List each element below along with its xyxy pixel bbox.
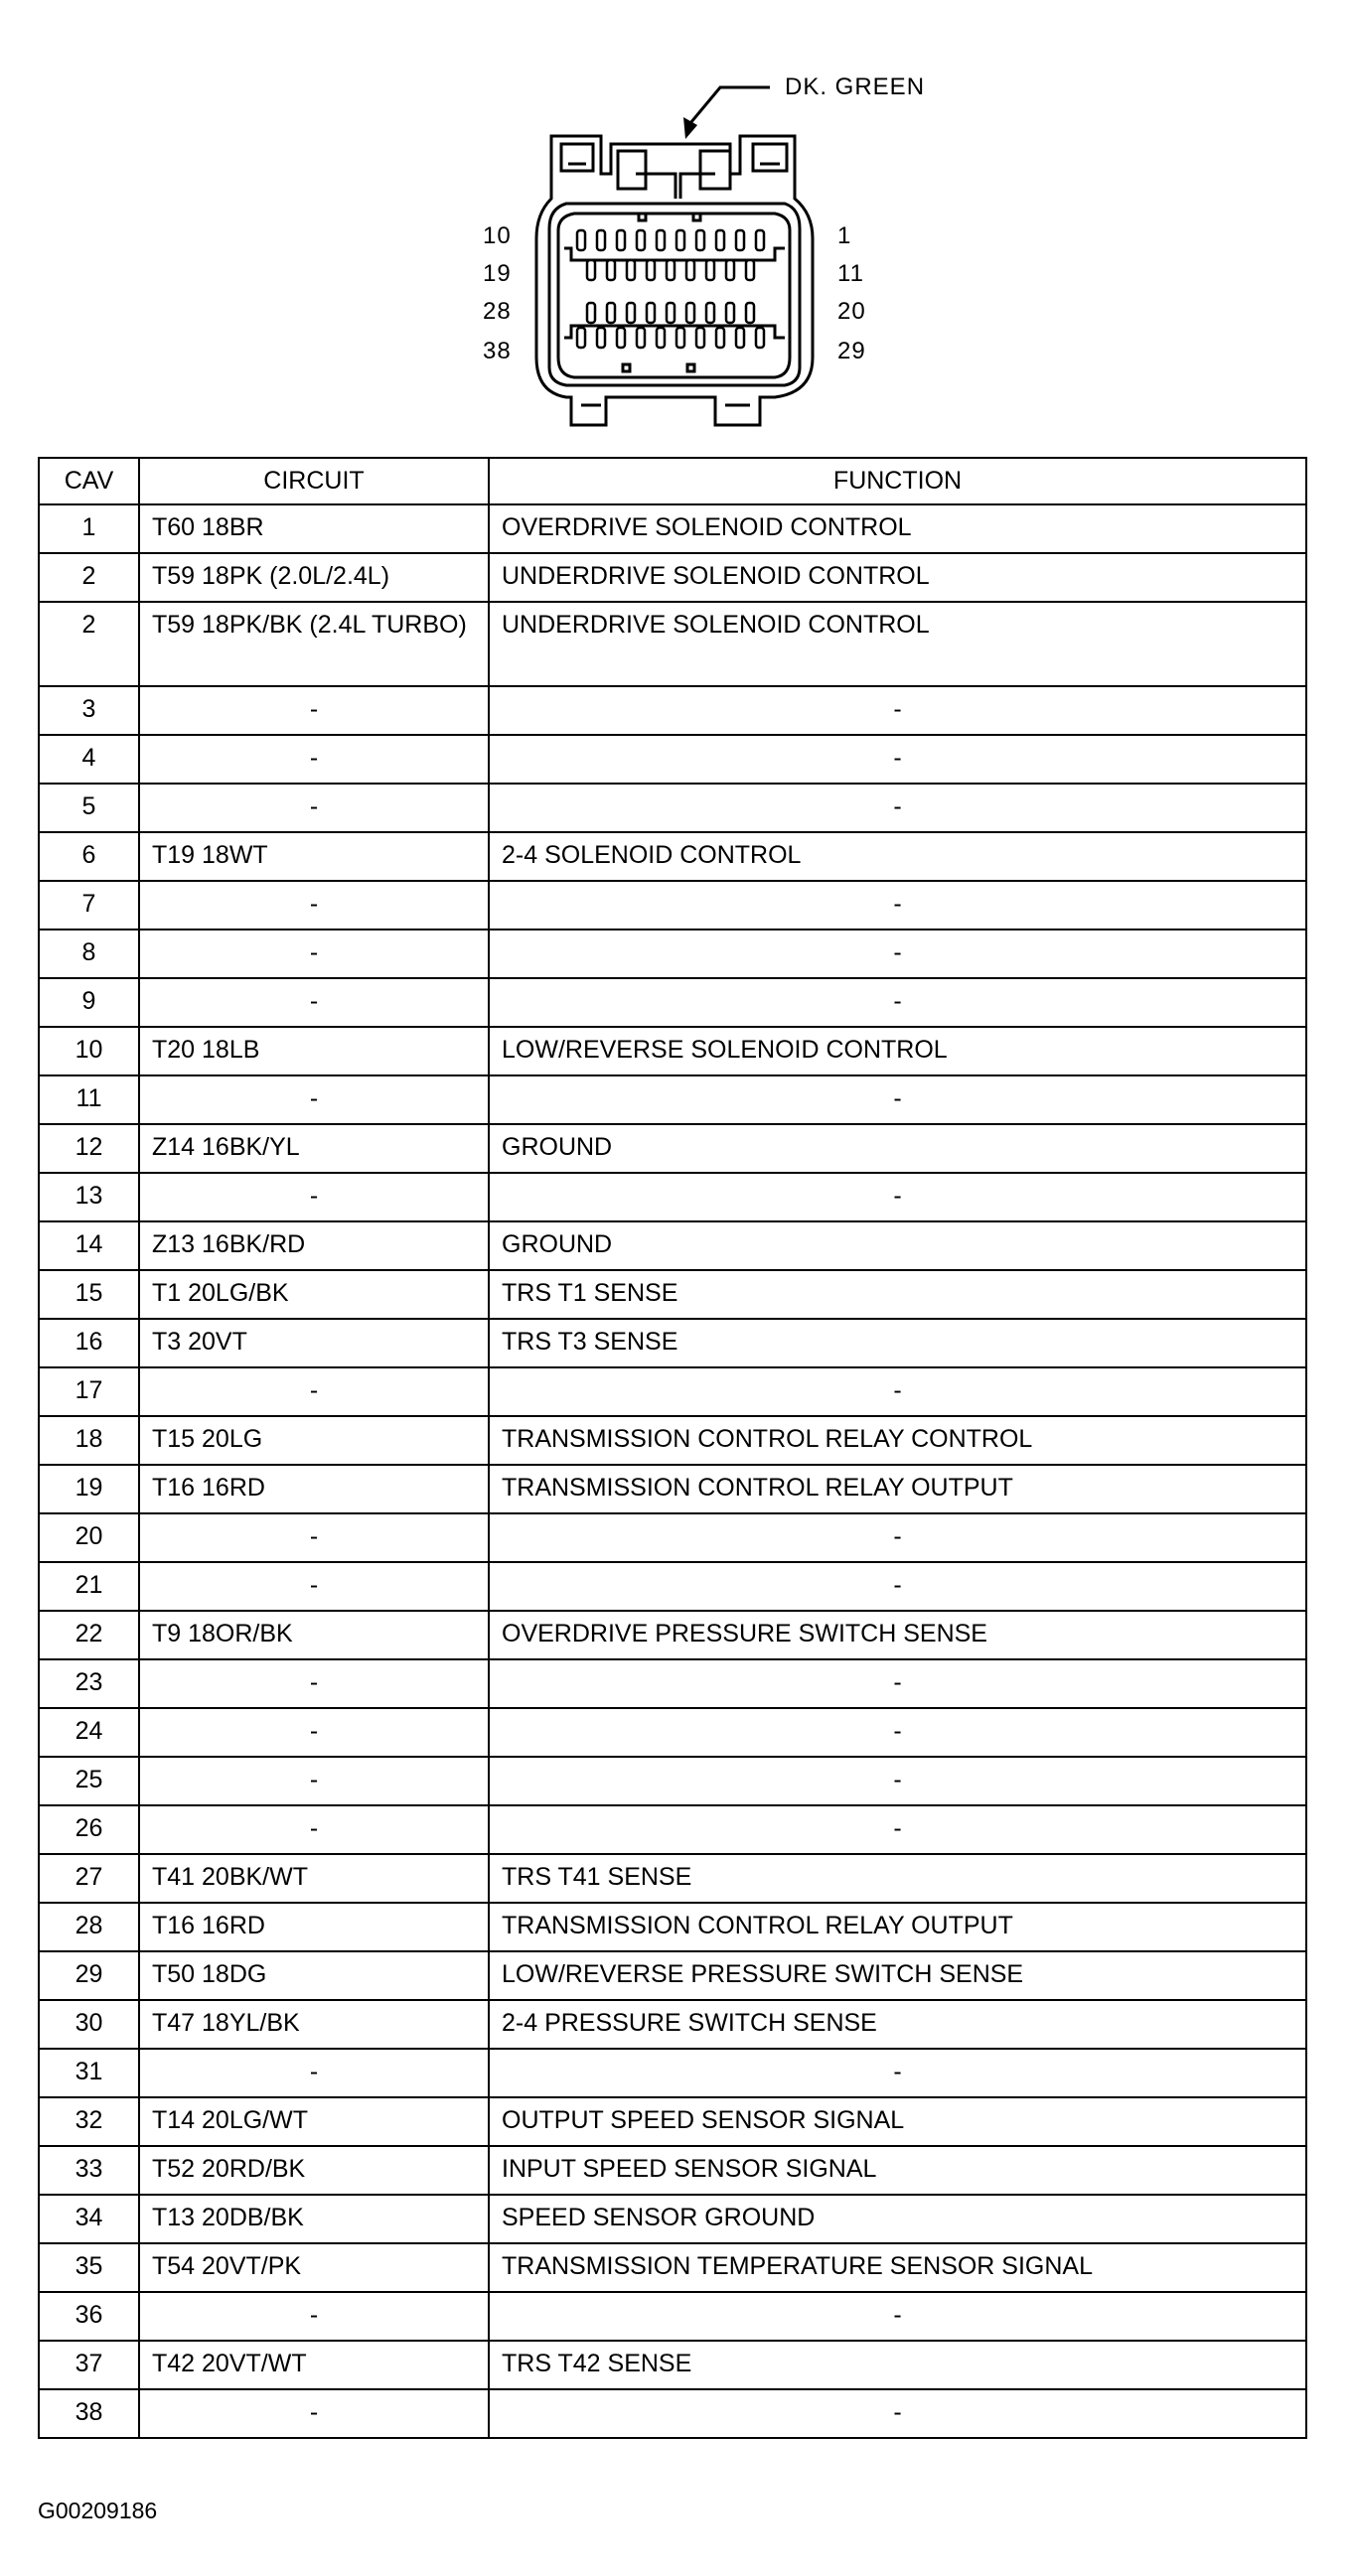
circuit-cell: - [139, 978, 489, 1027]
circuit-cell: - [139, 1075, 489, 1124]
cav-cell: 24 [39, 1708, 139, 1757]
circuit-cell: T59 18PK/BK (2.4L TURBO) [139, 602, 489, 686]
circuit-cell: - [139, 881, 489, 930]
terminal-pin-icon [667, 303, 675, 323]
leader-line [685, 87, 770, 129]
cav-cell: 14 [39, 1221, 139, 1270]
cav-cell: 22 [39, 1611, 139, 1659]
function-cell: - [489, 735, 1306, 784]
terminal-pin-icon [587, 303, 595, 323]
circuit-cell: - [139, 1367, 489, 1416]
function-cell: - [489, 784, 1306, 832]
cav-cell: 2 [39, 602, 139, 686]
function-cell: - [489, 2389, 1306, 2438]
terminal-pin-icon [716, 230, 724, 250]
table-row [39, 2389, 1306, 2438]
table-row [39, 1465, 1306, 1513]
cav-cell: 31 [39, 2049, 139, 2097]
terminal-pin-icon [736, 328, 744, 348]
table-row [39, 978, 1306, 1027]
circuit-cell: - [139, 784, 489, 832]
cav-cell: 13 [39, 1173, 139, 1221]
terminal-pin-icon [627, 303, 635, 323]
circuit-cell: - [139, 2389, 489, 2438]
cavity-number-right-2: 11 [837, 260, 864, 287]
circuit-cell: T9 18OR/BK [139, 1611, 489, 1659]
terminal-pin-icon [706, 260, 714, 280]
function-cell: - [489, 1075, 1306, 1124]
table-row [39, 1124, 1306, 1173]
terminal-pin-icon [756, 328, 764, 348]
function-cell: LOW/REVERSE PRESSURE SWITCH SENSE [489, 1951, 1306, 2000]
terminal-pin-icon [617, 328, 625, 348]
color-label: DK. GREEN [785, 73, 926, 100]
table-header-row [39, 458, 1306, 504]
table-row [39, 1416, 1306, 1465]
pinout-table [38, 457, 1307, 2439]
circuit-cell: - [139, 930, 489, 978]
cav-cell: 15 [39, 1270, 139, 1319]
terminal-pin-icon [676, 328, 684, 348]
function-cell: TRANSMISSION TEMPERATURE SENSOR SIGNAL [489, 2243, 1306, 2292]
cav-cell: 2 [39, 553, 139, 602]
cav-cell: 28 [39, 1903, 139, 1951]
table-row [39, 1708, 1306, 1757]
terminal-pin-icon [607, 260, 615, 280]
table-row [39, 2292, 1306, 2341]
cav-cell: 1 [39, 504, 139, 553]
cav-cell: 11 [39, 1075, 139, 1124]
circuit-cell: T15 20LG [139, 1416, 489, 1465]
function-cell: - [489, 930, 1306, 978]
cav-cell: 20 [39, 1513, 139, 1562]
cav-cell: 38 [39, 2389, 139, 2438]
function-cell: - [489, 2049, 1306, 2097]
function-cell: 2-4 SOLENOID CONTROL [489, 832, 1306, 881]
table-row [39, 1757, 1306, 1805]
function-cell: OUTPUT SPEED SENSOR SIGNAL [489, 2097, 1306, 2146]
cav-cell: 12 [39, 1124, 139, 1173]
table-row [39, 1075, 1306, 1124]
table-row [39, 1367, 1306, 1416]
terminal-pin-icon [706, 303, 714, 323]
function-cell: UNDERDRIVE SOLENOID CONTROL [489, 602, 1306, 686]
cavity-number-left-1: 10 [483, 222, 512, 249]
circuit-cell: T54 20VT/PK [139, 2243, 489, 2292]
table-row [39, 504, 1306, 553]
table-row [39, 553, 1306, 602]
table-row [39, 832, 1306, 881]
cav-cell: 36 [39, 2292, 139, 2341]
function-cell: TRANSMISSION CONTROL RELAY CONTROL [489, 1416, 1306, 1465]
function-cell: TRS T3 SENSE [489, 1319, 1306, 1367]
table-row [39, 2097, 1306, 2146]
function-cell: LOW/REVERSE SOLENOID CONTROL [489, 1027, 1306, 1075]
table-row [39, 784, 1306, 832]
circuit-cell: - [139, 2049, 489, 2097]
cav-cell: 16 [39, 1319, 139, 1367]
cavity-number-left-2: 19 [483, 260, 512, 287]
circuit-cell: T20 18LB [139, 1027, 489, 1075]
terminal-pin-icon [667, 260, 675, 280]
cav-cell: 25 [39, 1757, 139, 1805]
cav-cell: 21 [39, 1562, 139, 1611]
table-row [39, 1854, 1306, 1903]
cav-cell: 27 [39, 1854, 139, 1903]
terminal-pin-icon [746, 260, 754, 280]
function-cell: 2-4 PRESSURE SWITCH SENSE [489, 2000, 1306, 2049]
circuit-cell: - [139, 2292, 489, 2341]
cav-cell: 19 [39, 1465, 139, 1513]
circuit-cell: - [139, 1513, 489, 1562]
terminal-pin-icon [686, 260, 694, 280]
function-cell: GROUND [489, 1124, 1306, 1173]
cav-cell: 5 [39, 784, 139, 832]
table-row [39, 735, 1306, 784]
function-cell: - [489, 1367, 1306, 1416]
function-cell: SPEED SENSOR GROUND [489, 2195, 1306, 2243]
cav-cell: 6 [39, 832, 139, 881]
table-row [39, 1513, 1306, 1562]
function-cell: - [489, 2292, 1306, 2341]
cav-cell: 29 [39, 1951, 139, 2000]
cav-cell: 3 [39, 686, 139, 735]
header-function: FUNCTION [489, 458, 1306, 504]
header-cav: CAV [39, 458, 139, 504]
terminal-pin-icon [676, 230, 684, 250]
table-row [39, 2341, 1306, 2389]
arrow-head-icon [683, 117, 697, 139]
terminal-pin-icon [686, 303, 694, 323]
circuit-cell: T59 18PK (2.0L/2.4L) [139, 553, 489, 602]
circuit-cell: T13 20DB/BK [139, 2195, 489, 2243]
terminal-pin-icon [657, 230, 665, 250]
cav-cell: 4 [39, 735, 139, 784]
table-row [39, 1562, 1306, 1611]
function-cell: - [489, 1659, 1306, 1708]
terminal-pin-icon [637, 328, 645, 348]
cav-cell: 30 [39, 2000, 139, 2049]
function-cell: TRS T42 SENSE [489, 2341, 1306, 2389]
table-row [39, 881, 1306, 930]
cav-cell: 37 [39, 2341, 139, 2389]
terminal-pin-icon [637, 230, 645, 250]
table-row [39, 1951, 1306, 2000]
function-cell: TRANSMISSION CONTROL RELAY OUTPUT [489, 1465, 1306, 1513]
terminal-pin-icon [696, 230, 704, 250]
circuit-cell: T47 18YL/BK [139, 2000, 489, 2049]
header-circuit: CIRCUIT [139, 458, 489, 504]
table-row [39, 2146, 1306, 2195]
table-row [39, 1027, 1306, 1075]
cav-cell: 9 [39, 978, 139, 1027]
table-row [39, 686, 1306, 735]
circuit-cell: T16 16RD [139, 1903, 489, 1951]
function-cell: INPUT SPEED SENSOR SIGNAL [489, 2146, 1306, 2195]
function-cell: - [489, 1708, 1306, 1757]
table-row [39, 1611, 1306, 1659]
function-cell: - [489, 978, 1306, 1027]
table-row [39, 602, 1306, 686]
table-row [39, 1173, 1306, 1221]
terminal-pin-icon [597, 230, 605, 250]
terminal-pin-icon [756, 230, 764, 250]
table-row [39, 1805, 1306, 1854]
circuit-cell: T42 20VT/WT [139, 2341, 489, 2389]
terminal-pin-icon [627, 260, 635, 280]
function-cell: OVERDRIVE PRESSURE SWITCH SENSE [489, 1611, 1306, 1659]
function-cell: UNDERDRIVE SOLENOID CONTROL [489, 553, 1306, 602]
terminal-pin-icon [607, 303, 615, 323]
circuit-cell: T1 20LG/BK [139, 1270, 489, 1319]
table-row [39, 1270, 1306, 1319]
circuit-cell: T50 18DG [139, 1951, 489, 2000]
circuit-cell: T3 20VT [139, 1319, 489, 1367]
terminal-pin-icon [647, 303, 655, 323]
terminal-pin-icon [577, 230, 585, 250]
function-cell: - [489, 1562, 1306, 1611]
circuit-cell: - [139, 1708, 489, 1757]
circuit-cell: - [139, 1562, 489, 1611]
cav-cell: 7 [39, 881, 139, 930]
function-cell: TRS T1 SENSE [489, 1270, 1306, 1319]
function-cell: - [489, 1757, 1306, 1805]
circuit-cell: T16 16RD [139, 1465, 489, 1513]
cavity-number-right-4: 29 [837, 338, 866, 364]
table-row [39, 1319, 1306, 1367]
circuit-cell: - [139, 1659, 489, 1708]
circuit-cell: - [139, 1757, 489, 1805]
table-row [39, 2195, 1306, 2243]
terminal-pin-icon [617, 230, 625, 250]
circuit-cell: - [139, 735, 489, 784]
table-row [39, 2243, 1306, 2292]
cavity-number-right-3: 20 [837, 298, 866, 325]
cav-cell: 33 [39, 2146, 139, 2195]
cav-cell: 10 [39, 1027, 139, 1075]
circuit-cell: T60 18BR [139, 504, 489, 553]
table-row [39, 1221, 1306, 1270]
function-cell: - [489, 1513, 1306, 1562]
function-cell: OVERDRIVE SOLENOID CONTROL [489, 504, 1306, 553]
table-row [39, 930, 1306, 978]
function-cell: GROUND [489, 1221, 1306, 1270]
terminal-pin-icon [736, 230, 744, 250]
circuit-cell: - [139, 1805, 489, 1854]
cavity-number-left-4: 38 [483, 338, 512, 364]
terminal-pin-icon [726, 260, 734, 280]
circuit-cell: Z13 16BK/RD [139, 1221, 489, 1270]
terminal-pin-icon [587, 260, 595, 280]
terminal-pin-icon [577, 328, 585, 348]
function-cell: - [489, 686, 1306, 735]
table-row [39, 1903, 1306, 1951]
function-cell: TRANSMISSION CONTROL RELAY OUTPUT [489, 1903, 1306, 1951]
function-cell: TRS T41 SENSE [489, 1854, 1306, 1903]
cavity-number-left-3: 28 [483, 298, 512, 325]
function-cell: - [489, 1805, 1306, 1854]
cav-cell: 26 [39, 1805, 139, 1854]
cav-cell: 23 [39, 1659, 139, 1708]
terminal-pin-icon [657, 328, 665, 348]
terminal-pin-icon [746, 303, 754, 323]
terminal-pin-icon [597, 328, 605, 348]
cav-cell: 35 [39, 2243, 139, 2292]
circuit-cell: T41 20BK/WT [139, 1854, 489, 1903]
circuit-cell: - [139, 1173, 489, 1221]
cav-cell: 8 [39, 930, 139, 978]
function-cell: - [489, 881, 1306, 930]
circuit-cell: Z14 16BK/YL [139, 1124, 489, 1173]
circuit-cell: - [139, 686, 489, 735]
table-row [39, 2000, 1306, 2049]
circuit-cell: T52 20RD/BK [139, 2146, 489, 2195]
figure-code: G00209186 [38, 2498, 158, 2523]
circuit-cell: T19 18WT [139, 832, 489, 881]
cav-cell: 34 [39, 2195, 139, 2243]
cav-cell: 17 [39, 1367, 139, 1416]
cav-cell: 32 [39, 2097, 139, 2146]
cavity-number-right-1: 1 [837, 222, 852, 249]
terminal-pin-icon [647, 260, 655, 280]
terminal-pin-icon [726, 303, 734, 323]
terminal-pin-icon [716, 328, 724, 348]
cav-cell: 18 [39, 1416, 139, 1465]
function-cell: - [489, 1173, 1306, 1221]
table-row [39, 1659, 1306, 1708]
table-row [39, 2049, 1306, 2097]
terminal-pin-icon [696, 328, 704, 348]
circuit-cell: T14 20LG/WT [139, 2097, 489, 2146]
